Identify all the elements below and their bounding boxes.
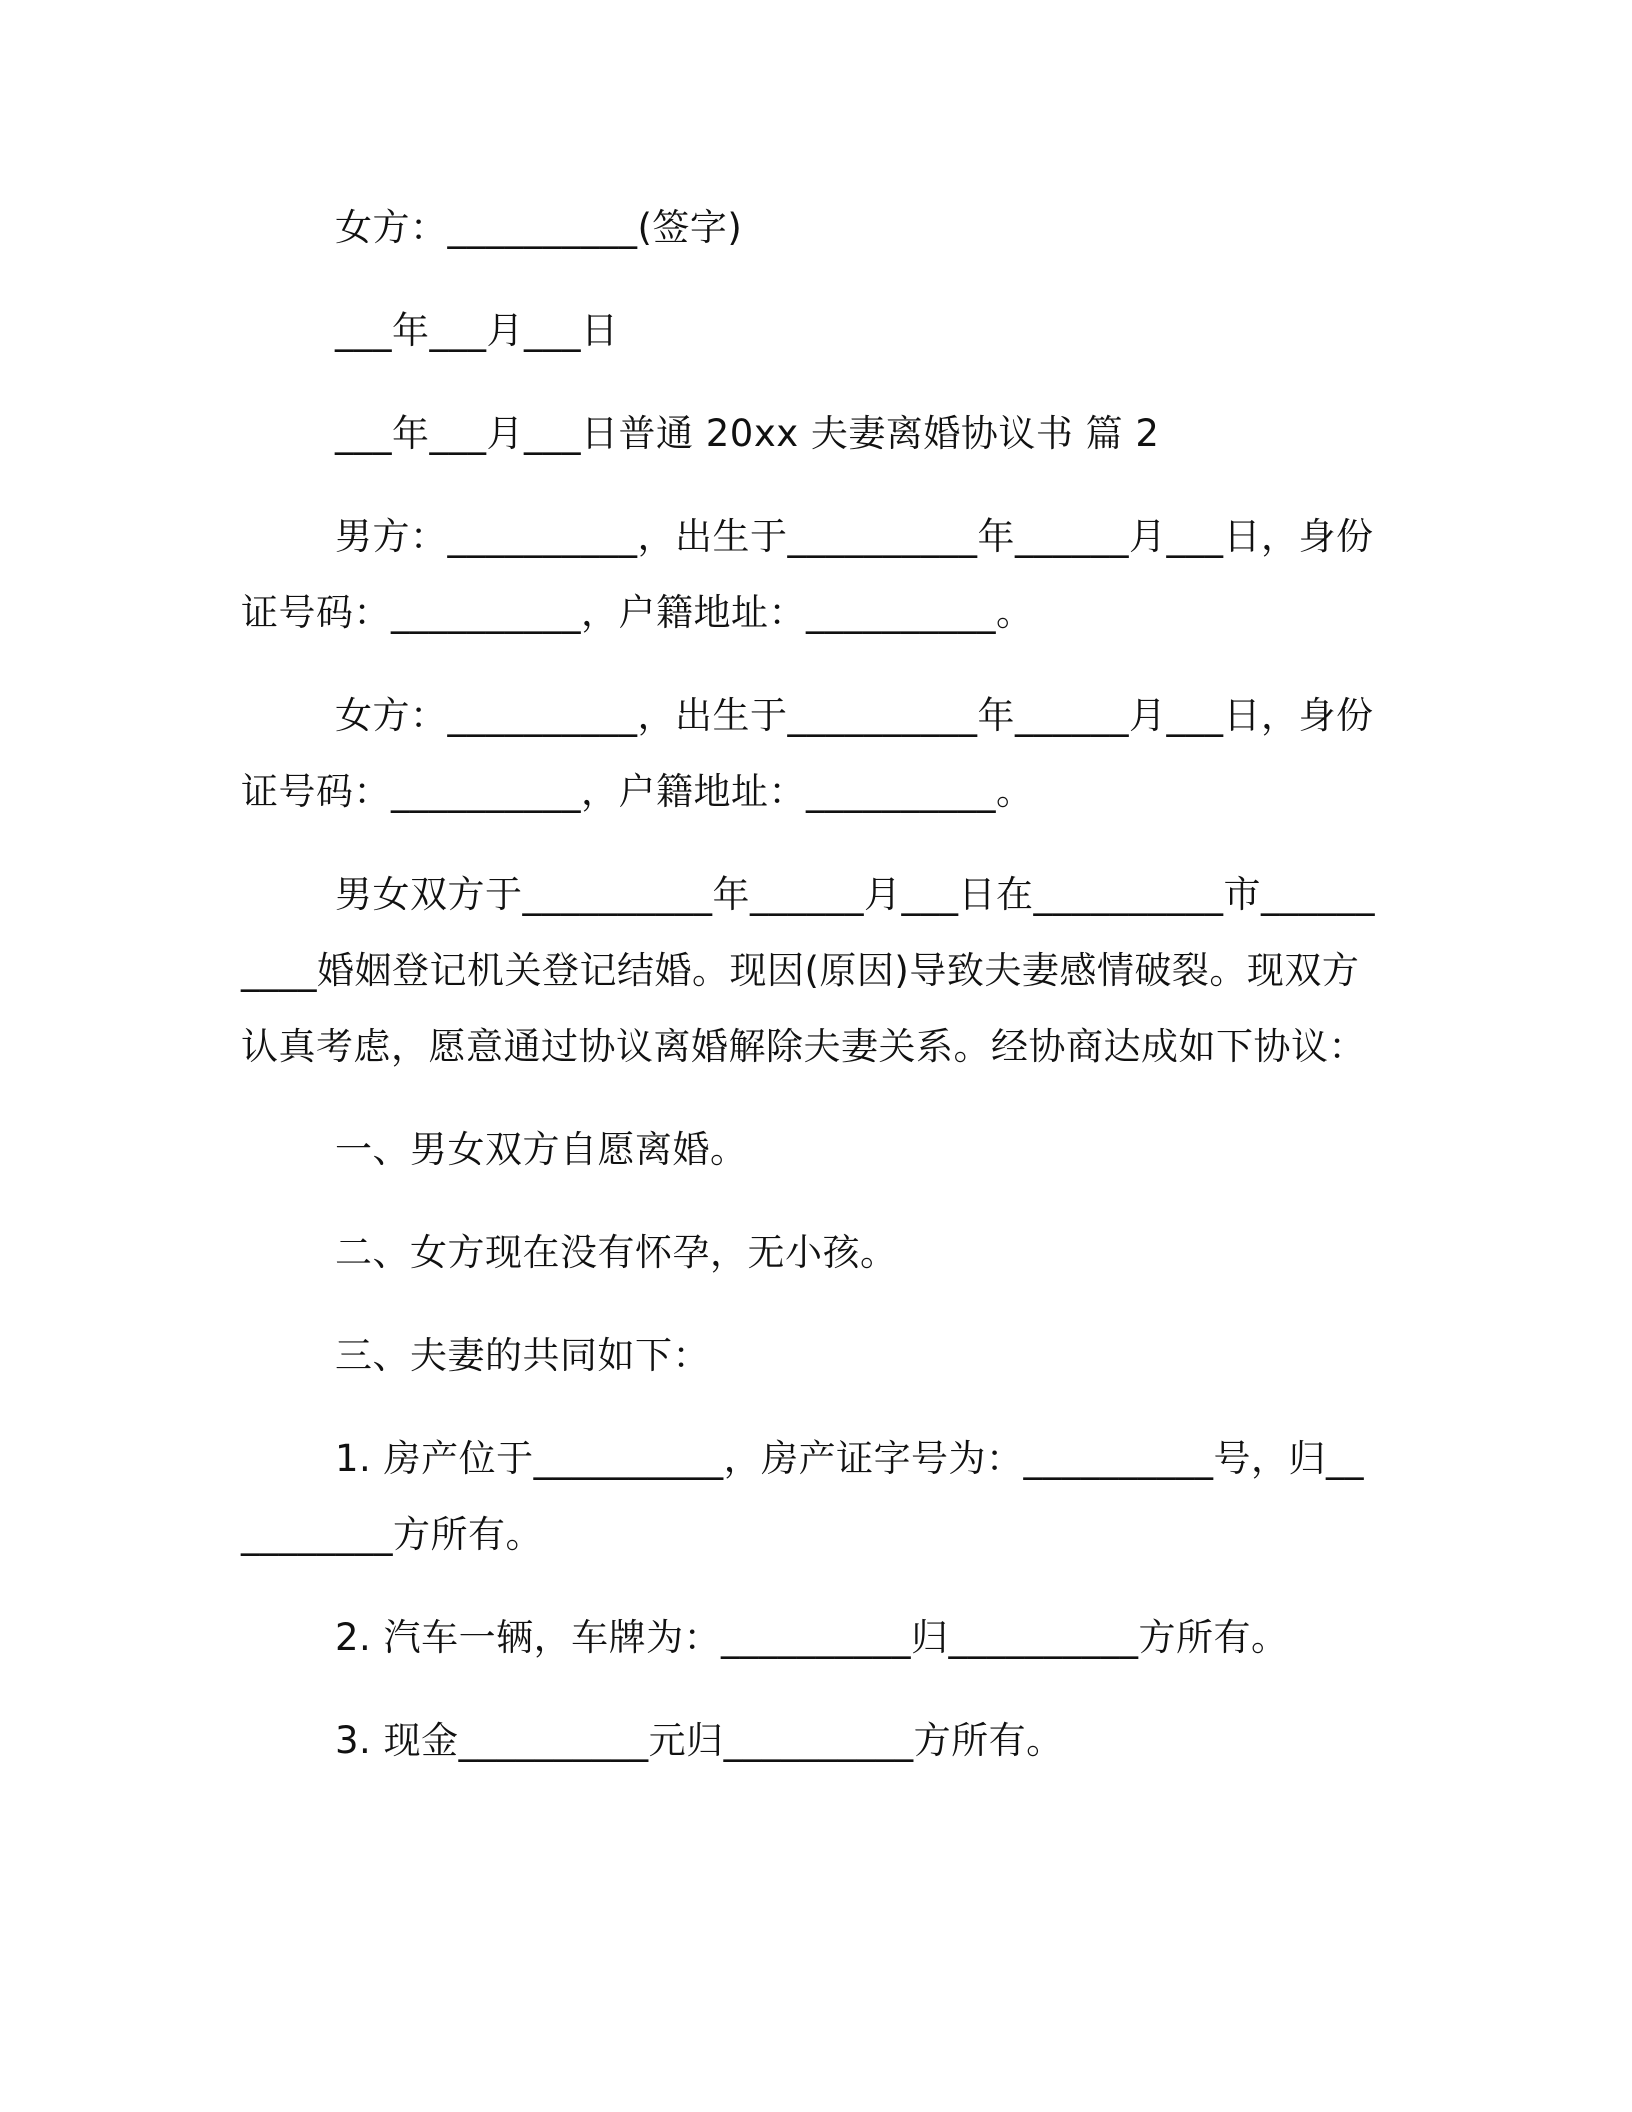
clause-3: 三、夫妻的共同如下： [335, 1334, 710, 1377]
female-signature-line: 女方：__________(签字) [335, 206, 743, 249]
marriage-statement: 男女双方于__________年______月___日在__________市__________婚姻登记机关登记结婚。现因(原因)导致夫妻感情破裂。现双方认真考虑，愿意通过协议离婚解除夫妻关系。经协商达成如下协议： [241, 873, 1375, 1068]
property-item-house: 1. 房产位于__________，房产证字号为：__________号，归__________方所有。 [241, 1437, 1365, 1556]
female-party-info: 女方：__________，出生于__________年______月___日，身份证号码：__________，户籍地址：__________。 [241, 694, 1374, 813]
property-item-cash: 3. 现金__________元归__________方所有。 [335, 1719, 1064, 1762]
document-body [241, 190, 1381, 1806]
clause-1: 一、男女双方自愿离婚。 [335, 1128, 748, 1171]
section-heading: ___年___月___日普通 20xx 夫妻离婚协议书 篇 2 [335, 412, 1160, 455]
male-party-info: 男方：__________，出生于__________年______月___日，身份证号码：__________，户籍地址：__________。 [241, 515, 1374, 634]
clause-2: 二、女方现在没有怀孕，无小孩。 [335, 1231, 898, 1274]
property-item-car: 2. 汽车一辆，车牌为：__________归__________方所有。 [335, 1616, 1289, 1659]
date-line: ___年___月___日 [335, 309, 619, 352]
